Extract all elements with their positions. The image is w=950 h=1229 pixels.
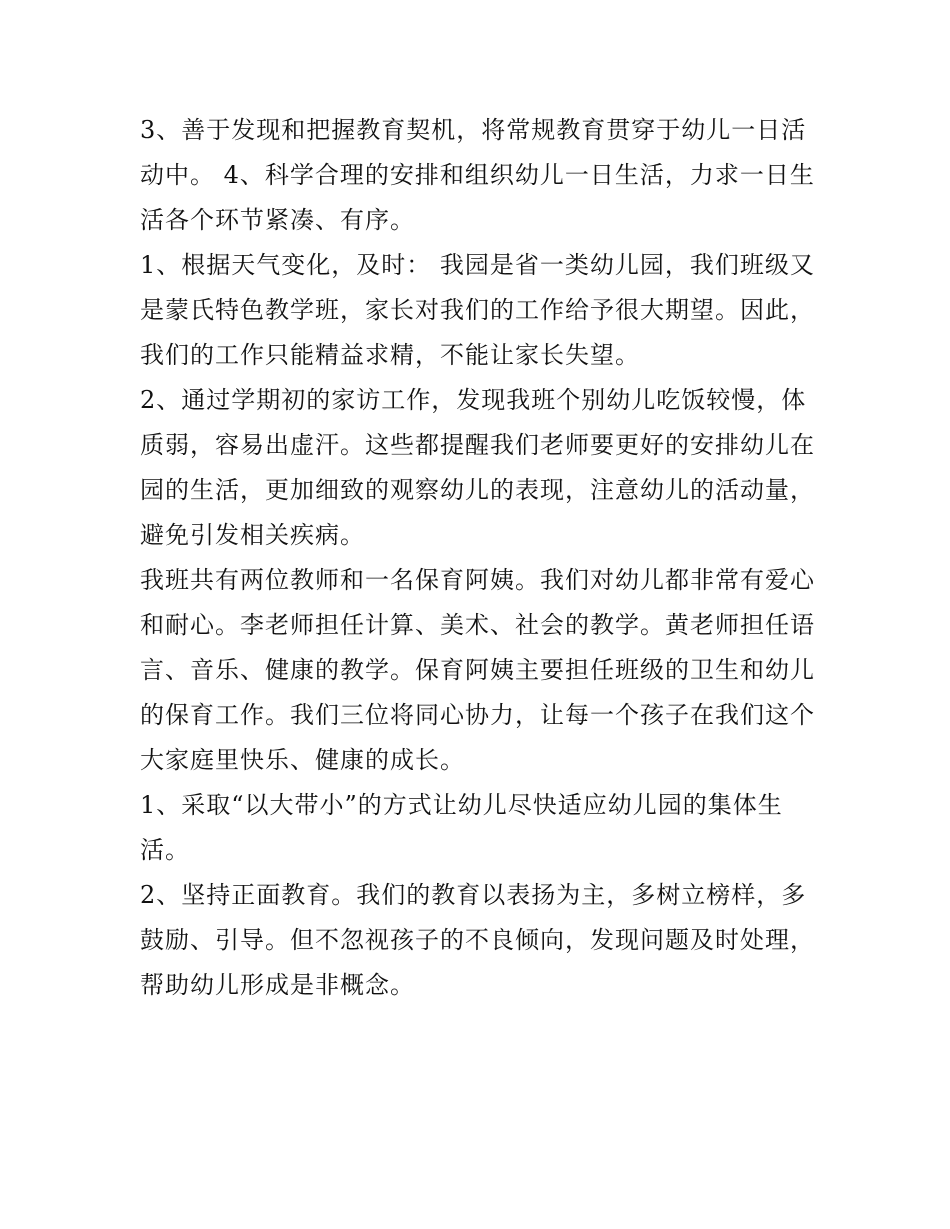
text-line: 是蒙氏特色教学班，家长对我们的工作给予很大期望。因此， [140, 296, 815, 324]
text-line: 和耐心。李老师担任计算、美术、社会的教学。黄老师担任语 [140, 611, 815, 639]
paragraph-routine-education [140, 108, 820, 243]
text-line: 1、根据天气变化，及时： 我园是省一类幼儿园，我们班级又 [140, 251, 815, 279]
text-line: 鼓励、引导。但不忽视孩子的不良倾向，发现问题及时处理， [140, 926, 815, 954]
paragraph-home-visit [140, 378, 820, 558]
text-line: 动中。 4、科学合理的安排和组织幼儿一日生活，力求一日生 [140, 161, 815, 189]
text-line: 活各个环节紧凑、有序。 [140, 206, 415, 234]
paragraph-older-lead-younger [140, 783, 820, 873]
text-line: 的保育工作。我们三位将同心协力，让每一个孩子在我们这个 [140, 701, 815, 729]
text-line: 1、采取“以大带小”的方式让幼儿尽快适应幼儿园的集体生 [140, 791, 783, 819]
text-line: 言、音乐、健康的教学。保育阿姨主要担任班级的卫生和幼儿 [140, 656, 815, 684]
text-line: 大家庭里快乐、健康的成长。 [140, 746, 465, 774]
text-line: 3、善于发现和把握教育契机，将常规教育贯穿于幼儿一日活 [140, 116, 807, 144]
text-line: 质弱，容易出虚汗。这些都提醒我们老师要更好的安排幼儿在 [140, 431, 815, 459]
document-body [140, 108, 820, 1008]
text-line: 避免引发相关疾病。 [140, 521, 365, 549]
text-line: 帮助幼儿形成是非概念。 [140, 971, 415, 999]
text-line: 我班共有两位教师和一名保育阿姨。我们对幼儿都非常有爱心 [140, 566, 815, 594]
text-line: 园的生活，更加细致的观察幼儿的表现，注意幼儿的活动量， [140, 476, 815, 504]
text-line: 活。 [140, 836, 190, 864]
paragraph-staff [140, 558, 820, 783]
text-line: 2、坚持正面教育。我们的教育以表扬为主，多树立榜样，多 [140, 881, 807, 909]
text-line: 2、通过学期初的家访工作，发现我班个别幼儿吃饭较慢，体 [140, 386, 807, 414]
text-line: 我们的工作只能精益求精，不能让家长失望。 [140, 341, 640, 369]
paragraph-positive-education [140, 873, 820, 1008]
paragraph-kindergarten-intro [140, 243, 820, 378]
